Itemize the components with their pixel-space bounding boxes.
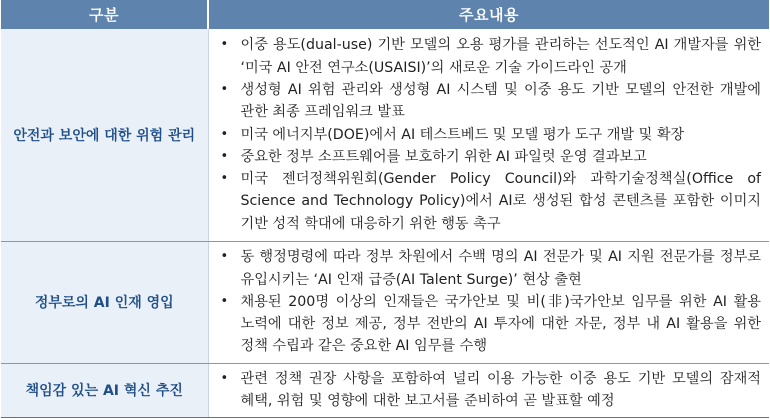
bullet-icon: • (220, 249, 229, 265)
content-cell (208, 29, 769, 241)
bullet-icon: • (220, 82, 229, 97)
table-row (1, 29, 769, 241)
bullet-icon: • (220, 126, 229, 142)
header-category: 구분 (1, 0, 208, 29)
table-header (1, 0, 769, 29)
bullet-icon: • (220, 148, 229, 164)
table-row (1, 363, 769, 417)
list-item (221, 291, 762, 358)
list-item-text: 관련 정책 권장 사항을 포함하여 널리 이용 가능한 이중 용도 기반 모델의 잠재적 혜택, 위험 및 영향에 대한 보고서를 준비하여 곧 발표할 예정 (240, 370, 761, 409)
list-item (221, 368, 762, 413)
list-item (221, 246, 762, 291)
table-body (1, 29, 769, 417)
bullet-list (221, 34, 762, 235)
list-item (221, 124, 762, 146)
content-cell (208, 363, 769, 417)
policy-table (1, 0, 769, 418)
content-cell (208, 241, 769, 363)
list-item (221, 79, 762, 124)
bullet-list (221, 368, 762, 413)
bullet-icon: • (220, 370, 229, 386)
category-ai-talent: 정부로의 AI 인재 영입 (1, 241, 208, 363)
bullet-list (221, 246, 762, 357)
header-content: 주요내용 (208, 0, 769, 29)
list-item-text: 미국 에너지부(DOE)에서 AI 테스트베드 및 모델 평가 도구 개발 및 확장 (240, 126, 685, 143)
list-item (221, 146, 762, 168)
category-responsible-innovation: 책임감 있는 AI 혁신 추진 (1, 363, 208, 417)
list-item-text: 채용된 200명 이상의 인재들은 국가안보 및 비(非)국가안보 임무를 위한 AI 활용 노력에 대한 정보 제공, 정부 전반의 AI 투자에 대한 자문, 정부 내 AI 활용을 위한 정책 수립과 같은 중요한 AI 임무를 수행 (240, 293, 761, 355)
list-item-text: 생성형 AI 위험 관리와 생성형 AI 시스템 및 이중 용도 기반 모델의 안전한 개발에 관한 최종 프레임워크 발표 (240, 82, 761, 121)
list-item-text: 미국 젠더정책위원회(Gender Policy Council)와 과학기술정책실(Office of Science and Technology Policy)에서 AI로 생성된 합성 콘텐츠를 포함한 이미지 기반 성적 학대에 대응하기 위한 행동 촉구 (240, 171, 761, 232)
bullet-icon: • (220, 171, 229, 187)
header-row (1, 0, 769, 29)
bullet-icon: • (220, 37, 229, 53)
table-row (1, 241, 769, 363)
category-risk-management: 안전과 보안에 대한 위험 관리 (1, 29, 208, 241)
list-item (221, 34, 762, 79)
list-item (221, 168, 762, 235)
list-item-text: 동 행정명령에 따라 정부 차원에서 수백 명의 AI 전문가 및 AI 지원 전문가를 정부로 유입시키는 ‘AI 인재 급증(AI Talent Surge)’ 현상 출현 (240, 249, 761, 288)
bullet-icon: • (220, 293, 229, 309)
list-item-text: 중요한 정부 소프트웨어를 보호하기 위한 AI 파일럿 운영 결과보고 (240, 148, 647, 165)
list-item-text: 이중 용도(dual-use) 기반 모델의 오용 평가를 관리하는 선도적인 AI 개발자를 위한 ‘미국 AI 안전 연구소(USAISI)’의 새로운 기술 가이드라인 공개 (240, 37, 761, 76)
